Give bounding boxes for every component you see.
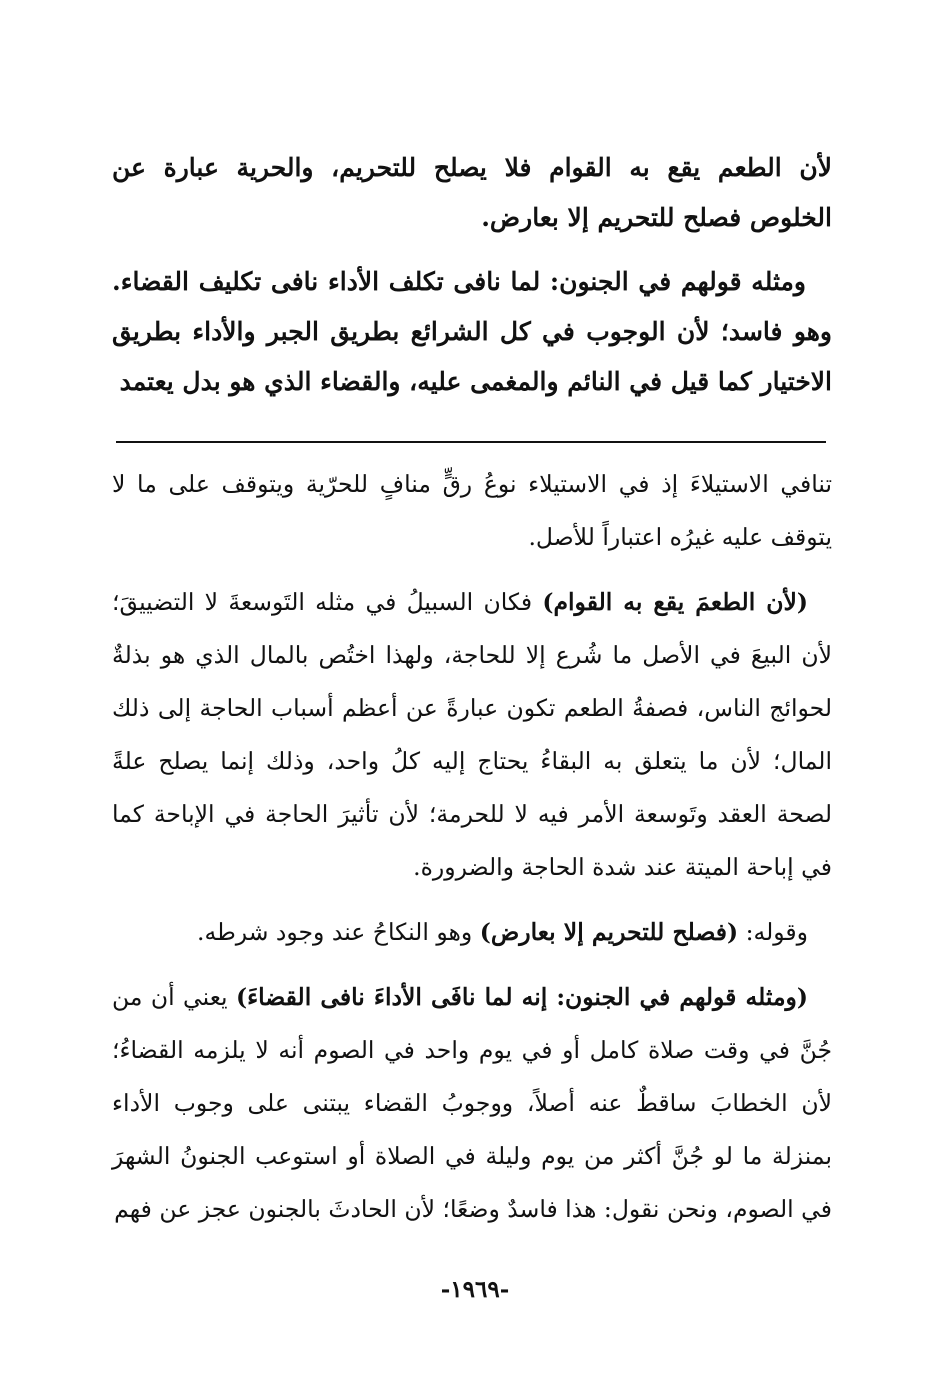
main-paragraph-2: ومثله قولهم في الجنون: لما نافى تكلف الأداء نافى تكليف القضاء. وهو فاسد؛ لأن الوجوب في كل الشرائع بطريق الجبر والأداء بطريق الاختيار كما قيل في النائم والمغمى عليه، والقضاء الذي هو بدل يعتمد xyxy=(112,267,832,396)
main-paragraph-1: لأن الطعم يقع به القوام فلا يصلح للتحريم، والحرية عبارة عن الخلوص فصلح للتحريم إلا بعارض. xyxy=(112,153,832,232)
commentary-text-span: يعني أن من جُنَّ في وقت صلاة كامل أو في يوم واحد في الصوم أنه لا يلزمه القضاءُ؛ لأن الخطابَ ساقطٌ عنه أصلاً، ووجوبُ القضاء يبتنى على وجوب الأداء بمنزلة ما لو جُنَّ أكثر من يوم وليلة في الصلاة أو استوعب الجنونُ الشهرَ في الصوم، ونحن نقول: هذا فاسدٌ وضعًا؛ لأن الحادثَ بالجنون عجز عن فهم xyxy=(112,983,832,1223)
commentary-text xyxy=(112,458,832,1236)
footnote-divider xyxy=(116,441,826,443)
quoted-matn: (فصلح للتحريم إلا بعارض) xyxy=(479,918,739,946)
main-text xyxy=(112,143,832,407)
commentary-text-span: فكان السبيلُ في مثله التَوسعةَ لا التضييقَ؛ لأن البيعَ في الأصل ما شُرع إلا للحاجة، ولهذا اختُص بالمال الذي هو بذلةٌ لحوائج الناس، فصفةُ الطعم تكون عبارةً عن أعظم أسباب الحاجة إلى ذلك المال؛ لأن ما يتعلق به البقاءُ يحتاج إليه كلُ واحد، وذلك إنما يصلح علةً لصحة العقد وتَوسعة الأمر فيه لا للحرمة؛ لأن تأثيرَ الحاجة في الإباحة كما في إباحة الميتة عند شدة الحاجة والضرورة. xyxy=(112,588,832,881)
commentary-text-span: وهو النكاحُ عند وجود شرطه. xyxy=(197,918,480,946)
quoted-matn: (لأن الطعمَ يقع به القوام) xyxy=(542,588,808,616)
commentary-paragraph-1: تنافي الاستيلاءَ إذ في الاستيلاء نوعُ رقٍّ منافٍ للحرّية ويتوقف على ما لا يتوقف عليه غيرُه اعتباراً للأصل. xyxy=(112,470,832,551)
commentary-paragraph-4 xyxy=(112,971,832,1236)
page-number: -١٩٦٩- xyxy=(440,1276,510,1303)
commentary-paragraph-3 xyxy=(112,906,832,959)
quoted-matn: (ومثله قولهم في الجنون: إنه لما نافَى الأداءَ نافى القضاءَ) xyxy=(235,983,808,1011)
commentary-paragraph-2 xyxy=(112,576,832,894)
commentary-text-span: وقوله: xyxy=(738,918,808,946)
